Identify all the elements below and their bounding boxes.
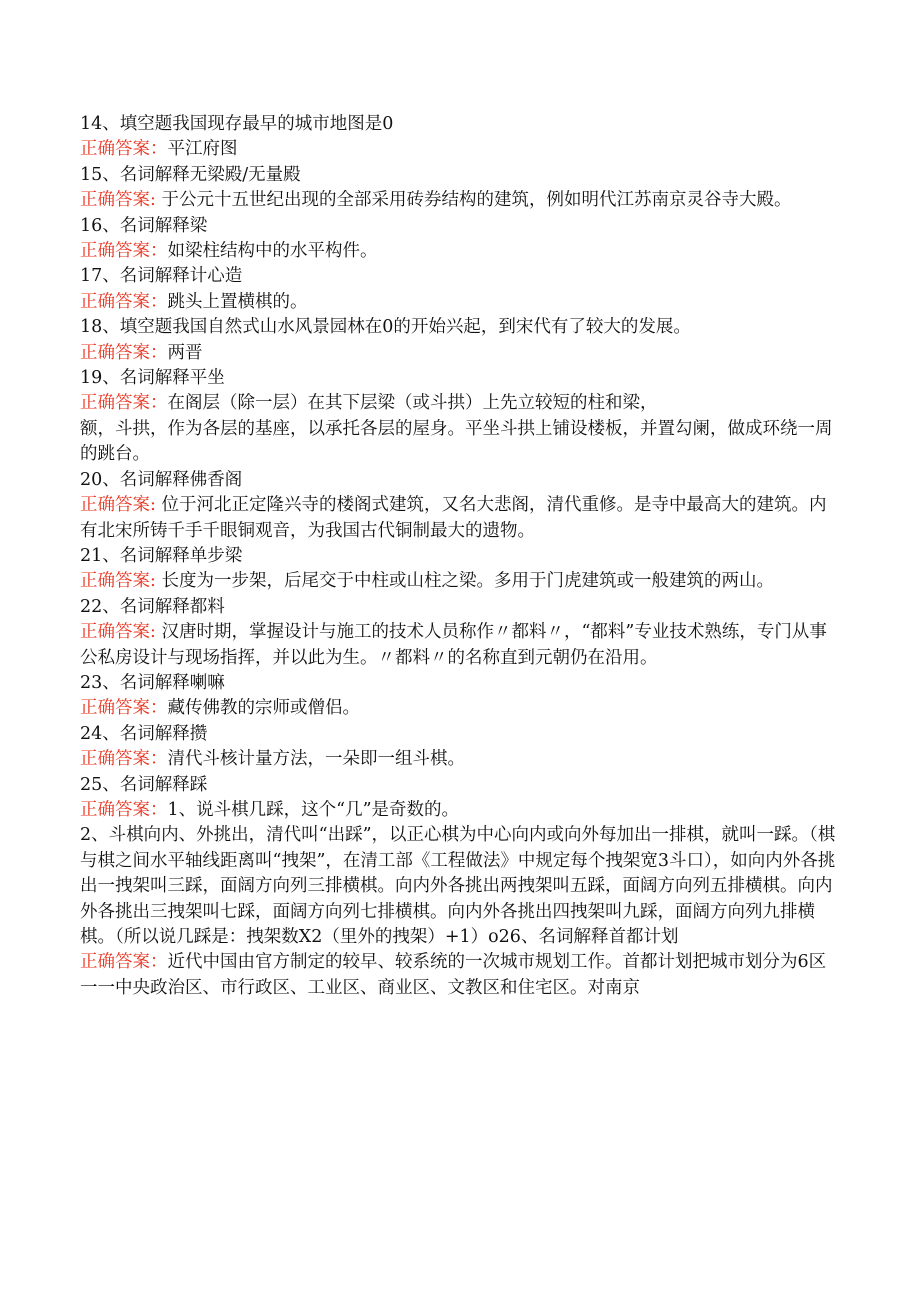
answer-text: 于公元十五世纪出现的全部采用砖券结构的建筑，例如明代江苏南京灵谷寺大殿。: [161, 190, 792, 211]
answer-text: 位于河北正定隆兴寺的楼阁式建筑，又名大悲阁，清代重修。是寺中最高大的建筑。内有北宋所铸千手千眼铜观音，为我国古代铜制最大的遗物。: [80, 495, 827, 541]
answer-label: 正确答案：: [80, 749, 168, 770]
question-17: 17、名词解释计心造: [80, 266, 243, 287]
answer-text: 1、说斗棋几踩，这个“几”是奇数的。: [167, 799, 460, 820]
answer-text: 汉唐时期，掌握设计与施工的技术人员称作〃都料〃，“都料”专业技术熟练，专门从事公私房设计与现场指挥，并以此为生。〃都料〃的名称直到元朝仍在沿用。: [80, 622, 827, 668]
question-23: 23、名词解释喇嘛: [80, 672, 225, 693]
answer-17: [80, 290, 840, 315]
answer-text: 两晋: [167, 342, 203, 363]
question-21: 21、名词解释单步梁: [80, 545, 243, 566]
answer-label: 正确答案:: [80, 495, 156, 516]
answer-21: [80, 569, 840, 594]
answer-25-continued: 2、斗棋向内、外挑出，清代叫“出踩”，以正心棋为中心向内或向外每加出一排棋，就叫一踩。（棋与棋之间水平轴线距离叫“拽架”，在清工部《工程做法》中规定每个拽架宽3斗口），如向内外各挑出一拽架叫三踩，面阔方向列三排横棋。向内外各挑出两拽架叫五踩，面阔方向列五排横棋。向内外各挑出三拽架叫七踩，面阔方向列七排横棋。向内外各挑出四拽架叫九踩，面阔方向列九排横棋。（所以说几踩是：拽架数X2（里外的拽架）+1）o26、名词解释首都计划: [80, 825, 836, 947]
answer-label: 正确答案：: [80, 139, 168, 160]
answer-text: 如梁柱结构中的水平构件。: [167, 241, 378, 262]
answer-18: [80, 341, 840, 366]
answer-text: 平江府图: [167, 139, 238, 160]
answer-label: 正确答案：: [80, 241, 168, 262]
answer-19: [80, 391, 840, 416]
question-14: 14、填空题我国现存最早的城市地图是0: [80, 114, 394, 134]
question-16: 16、名词解释梁: [80, 215, 208, 236]
question-18: 18、填空题我国自然式山水风景园林在0的开始兴起，到宋代有了较大的发展。: [80, 317, 691, 338]
answer-label: 正确答案：: [80, 698, 168, 719]
answer-label: 正确答案:: [80, 622, 156, 643]
question-19: 19、名词解释平坐: [80, 368, 225, 389]
answer-26: [80, 950, 840, 1001]
answer-14: [80, 137, 840, 162]
answer-text: 跳头上置横棋的。: [167, 291, 308, 312]
answer-label: 正确答案：: [80, 952, 168, 973]
question-25: 25、名词解释踩: [80, 774, 208, 795]
answer-15: [80, 188, 840, 213]
answer-label: 正确答案：: [80, 291, 168, 312]
answer-19-continued: 额，斗拱，作为各层的基座，以承托各层的屋身。平坐斗拱上铺设楼板，并置勾阑，做成环绕一周的跳台。: [80, 418, 833, 465]
question-15: 15、名词解释无梁殿/无量殿: [80, 164, 301, 185]
document-page: [80, 112, 840, 1001]
answer-text: 长度为一步架，后尾交于中柱或山柱之梁。多用于门虎建筑或一般建筑的两山。: [161, 571, 774, 592]
question-22: 22、名词解释都料: [80, 596, 225, 617]
answer-16: [80, 239, 840, 264]
answer-label: 正确答案:: [80, 571, 156, 592]
question-24: 24、名词解释攒: [80, 723, 208, 744]
answer-20: [80, 493, 840, 544]
answer-label: 正确答案：: [80, 342, 168, 363]
answer-25: [80, 798, 840, 823]
answer-text: 清代斗核计量方法，一朵即一组斗棋。: [167, 749, 465, 770]
answer-22: [80, 620, 840, 671]
answer-text: 在阁层（除一层）在其下层梁（或斗拱）上先立较短的柱和梁，: [167, 393, 658, 414]
answer-label: 正确答案：: [80, 393, 168, 414]
answer-text: 藏传佛教的宗师或僧侣。: [167, 698, 360, 719]
answer-24: [80, 747, 840, 772]
answer-label: 正确答案：: [80, 799, 168, 820]
answer-label: 正确答案:: [80, 190, 156, 211]
answer-text: 近代中国由官方制定的较早、较系统的一次城市规划工作。首都计划把城市划分为6区一一中央政治区、市行政区、工业区、商业区、文教区和住宅区。对南京: [80, 952, 827, 998]
question-20: 20、名词解释佛香阁: [80, 469, 243, 490]
answer-23: [80, 696, 840, 721]
